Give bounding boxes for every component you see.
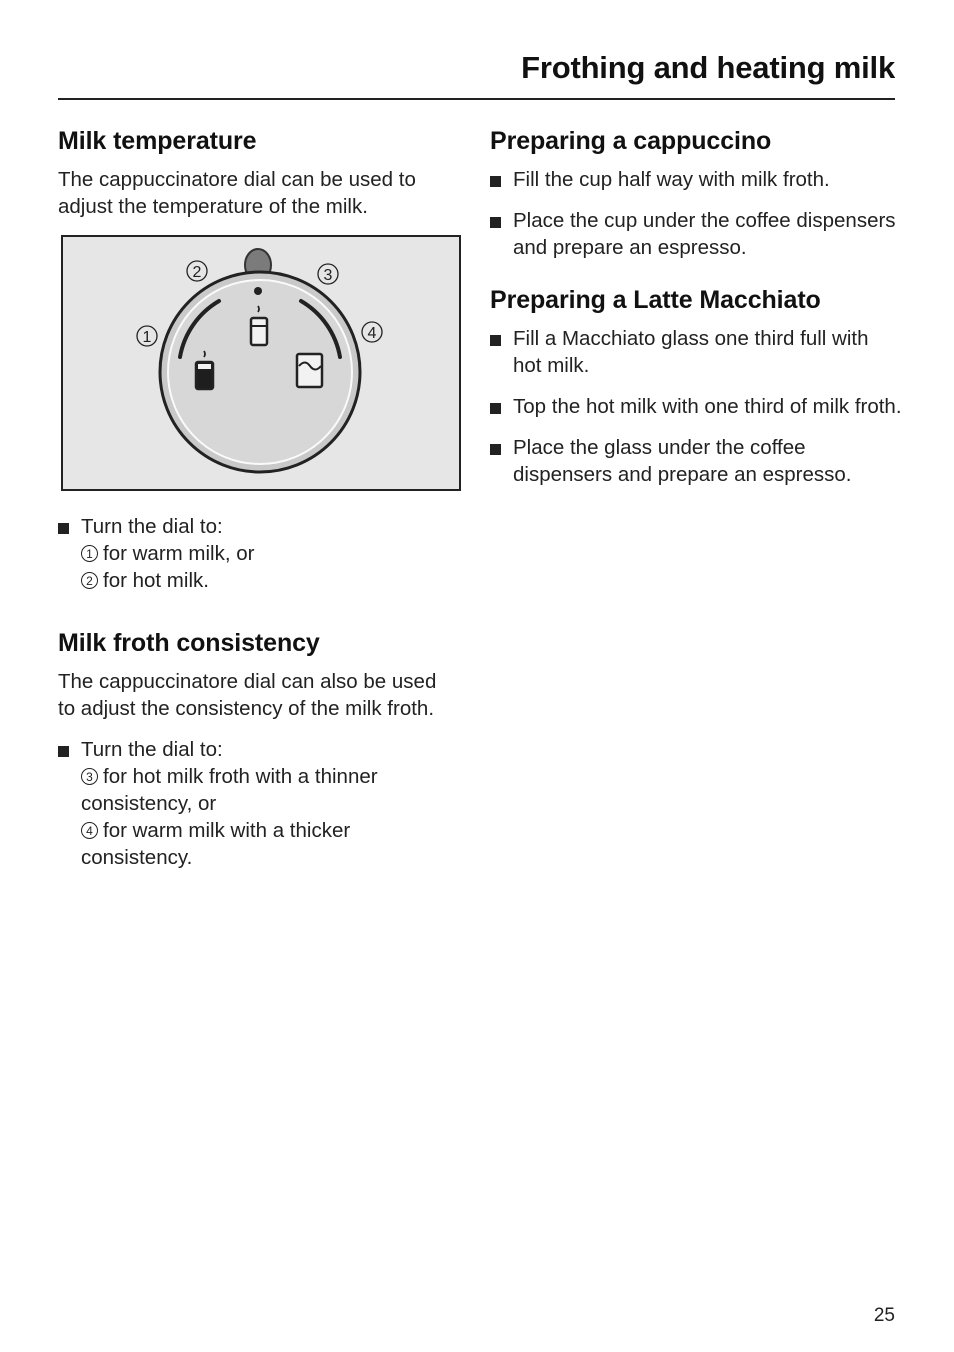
milk-temperature-section <box>58 126 462 594</box>
list-item <box>490 393 903 420</box>
svg-text:2: 2 <box>192 264 202 281</box>
setting-number-4: 4 <box>81 822 98 839</box>
milk-temperature-heading: Milk temperature <box>58 127 257 155</box>
setting-number-1: 1 <box>81 545 98 562</box>
latte-steps <box>490 325 910 488</box>
step-text: Place the cup under the coffee dispensers and prepare an espresso. <box>513 209 896 259</box>
bullet-square <box>58 746 69 757</box>
page-number: 25 <box>873 1305 895 1326</box>
bullet-square <box>490 444 501 455</box>
milk-temperature-intro: The cappuccinatore dial can be used to adjust the temperature of the milk. <box>58 168 416 218</box>
cappuccinatore-dial-figure <box>61 235 461 491</box>
bullet-square <box>490 176 501 187</box>
cappuccino-heading: Preparing a cappuccino <box>490 127 772 155</box>
svg-text:3: 3 <box>323 267 333 284</box>
bullet-square <box>58 523 69 534</box>
list-item <box>58 736 426 871</box>
bullet-square <box>490 217 501 228</box>
right-column <box>490 126 910 502</box>
step-lead: Turn the dial to: <box>81 515 223 538</box>
dial-illustration <box>61 235 461 491</box>
setting-number-2: 2 <box>81 572 98 589</box>
step-text: Top the hot milk with one third of milk froth. <box>513 395 902 418</box>
list-item <box>490 434 903 488</box>
svg-text:4: 4 <box>367 325 377 342</box>
milk-froth-glass-icon <box>297 354 322 387</box>
latte-macchiato-heading: Preparing a Latte Macchiato <box>490 286 821 314</box>
svg-text:1: 1 <box>142 329 152 346</box>
milk-froth-section <box>58 628 462 871</box>
cappuccino-section <box>490 126 910 261</box>
step-text: Fill a Macchiato glass one third full with hot milk. <box>513 327 869 377</box>
bullet-square <box>490 403 501 414</box>
list-item <box>490 166 910 193</box>
list-item <box>58 513 462 594</box>
milk-temperature-steps <box>58 513 462 594</box>
milk-froth-steps <box>58 736 462 871</box>
left-column <box>58 126 462 885</box>
page-title: Frothing and heating milk <box>521 50 895 85</box>
option-thick-froth: for warm milk with a thicker consistency. <box>81 819 351 869</box>
option-thin-froth: for hot milk froth with a thinner consistency, or <box>81 765 378 815</box>
milk-froth-heading: Milk froth consistency <box>58 629 320 657</box>
list-item <box>490 207 903 261</box>
list-item <box>490 325 878 379</box>
title-divider <box>58 98 895 100</box>
dial-position-dot <box>254 287 262 295</box>
step-text: Place the glass under the coffee dispensers and prepare an espresso. <box>513 436 852 486</box>
option-hot-milk: for hot milk. <box>103 569 209 592</box>
bullet-square <box>490 335 501 346</box>
milk-froth-intro: The cappuccinatore dial can also be used to adjust the consistency of the milk froth. <box>58 670 437 720</box>
setting-number-3: 3 <box>81 768 98 785</box>
cappuccino-steps <box>490 166 910 261</box>
step-text: Fill the cup half way with milk froth. <box>513 168 830 191</box>
step-lead: Turn the dial to: <box>81 738 223 761</box>
latte-macchiato-section <box>490 285 910 488</box>
option-warm-milk: for warm milk, or <box>103 542 255 565</box>
